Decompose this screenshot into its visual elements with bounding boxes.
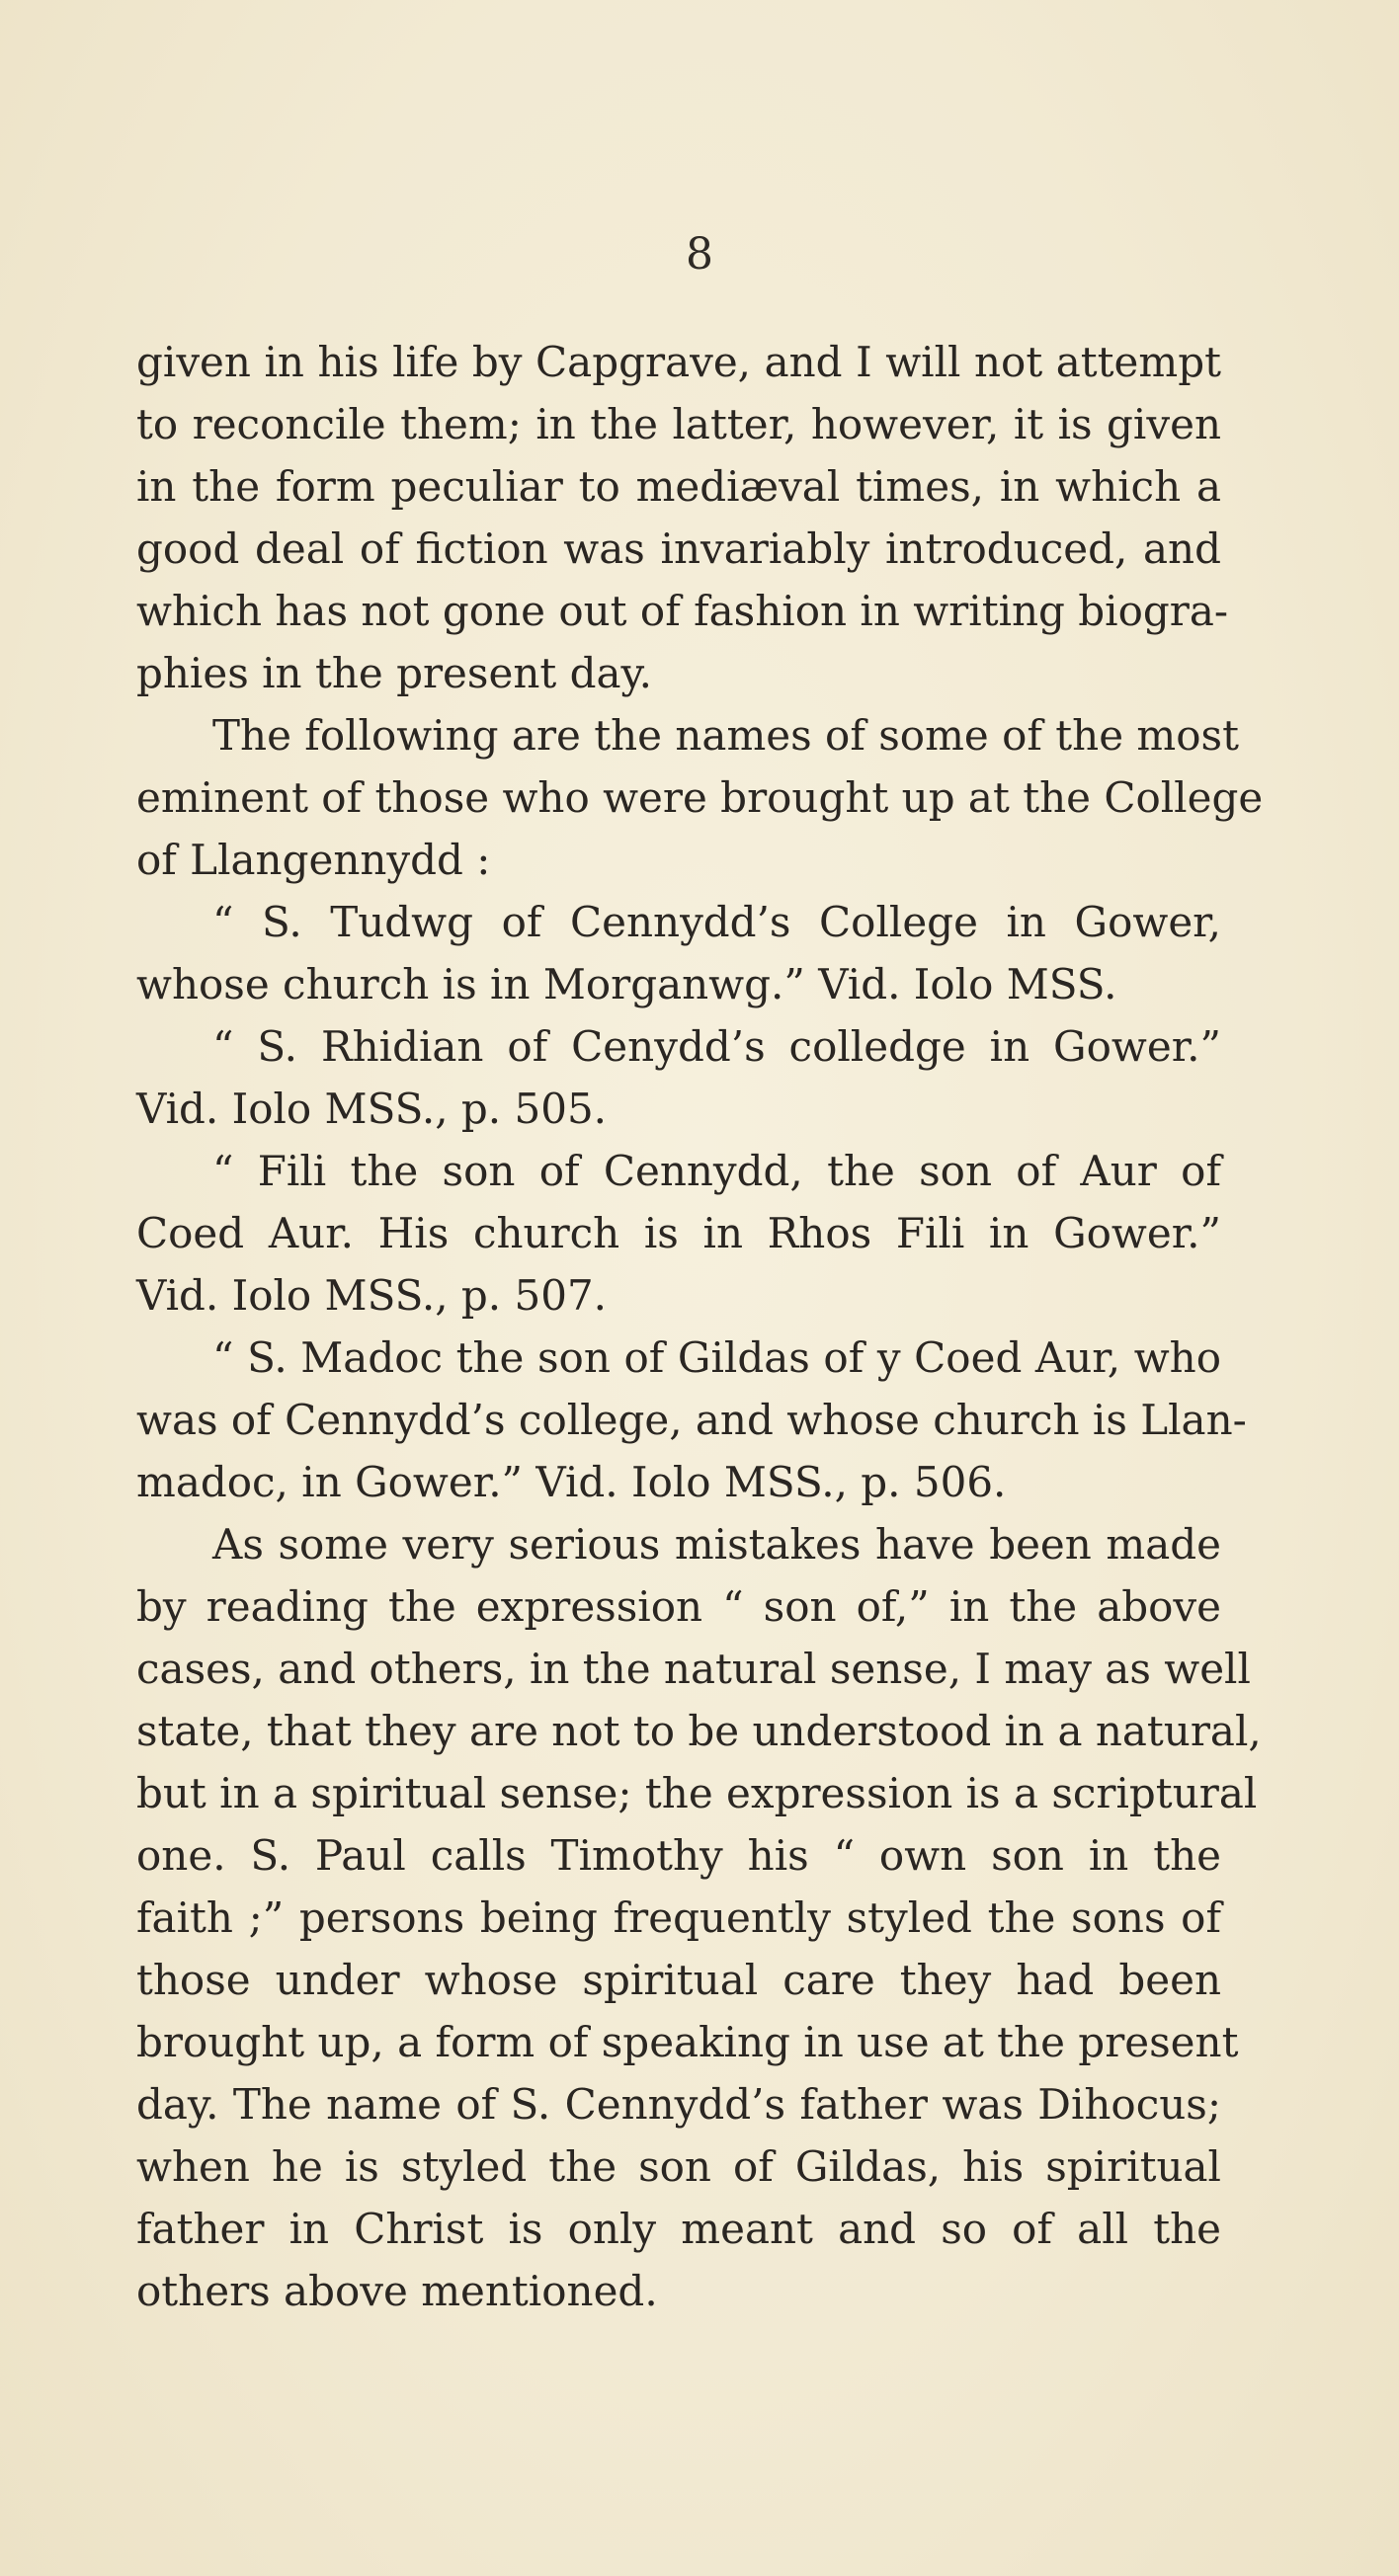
text-line: given in his life by Capgrave, and I will not attempt — [136, 338, 1221, 386]
text-line: “ S. Tudwg of Cennydd’s College in Gower, — [212, 898, 1221, 946]
body-text — [136, 331, 1264, 2322]
text-line: was of Cennydd’s college, and whose church is Llan- — [136, 1396, 1247, 1444]
text-line: “ Fili the son of Cennydd, the son of Aur of — [212, 1147, 1221, 1195]
text-line: eminent of those who were brought up at the College — [136, 773, 1264, 822]
text-line: Vid. Iolo MSS., p. 505. — [136, 1085, 608, 1133]
text-line: father in Christ is only meant and so of all the — [136, 2205, 1221, 2253]
text-line: The following are the names of some of the most — [212, 711, 1239, 760]
text-line: madoc, in Gower.” Vid. Iolo MSS., p. 506. — [136, 1458, 1007, 1506]
text-line: “ S. Madoc the son of Gildas of y Coed Aur, who — [212, 1333, 1221, 1382]
text-line: brought up, a form of speaking in use at the present — [136, 2018, 1239, 2066]
text-line: Vid. Iolo MSS., p. 507. — [136, 1271, 608, 1320]
text-line: whose church is in Morganwg.” Vid. Iolo MSS. — [136, 960, 1117, 1008]
text-line: of Llangennydd : — [136, 836, 491, 884]
text-line: which has not gone out of fashion in writing biogra- — [136, 587, 1229, 635]
text-line: state, that they are not to be understood in a natural, — [136, 1707, 1262, 1755]
text-line: cases, and others, in the natural sense, I may as well — [136, 1645, 1251, 1693]
text-line: As some very serious mistakes have been made — [212, 1520, 1221, 1569]
text-line: by reading the expression “ son of,” in the above — [136, 1582, 1221, 1631]
text-line: good deal of fiction was invariably introduced, and — [136, 524, 1221, 573]
text-line: but in a spiritual sense; the expression is a scriptural — [136, 1769, 1258, 1817]
text-line: in the form peculiar to mediæval times, in which a — [136, 462, 1221, 511]
text-line: Coed Aur. His church is in Rhos Fili in Gower.” — [136, 1209, 1221, 1257]
text-line: faith ;” persons being frequently styled the sons of — [136, 1893, 1221, 1942]
text-line: one. S. Paul calls Timothy his “ own son in the — [136, 1831, 1221, 1880]
text-line: when he is styled the son of Gildas, his spiritual — [136, 2142, 1221, 2191]
text-line: to reconcile them; in the latter, however, it is given — [136, 400, 1221, 448]
text-line: “ S. Rhidian of Cenydd’s colledge in Gower.” — [212, 1022, 1221, 1071]
text-line: phies in the present day. — [136, 649, 653, 697]
text-line: those under whose spiritual care they had been — [136, 1956, 1221, 2004]
text-line: day. The name of S. Cennydd’s father was Dihocus; — [136, 2080, 1221, 2129]
text-line: others above mentioned. — [136, 2267, 658, 2315]
page-number: 8 — [686, 229, 713, 280]
